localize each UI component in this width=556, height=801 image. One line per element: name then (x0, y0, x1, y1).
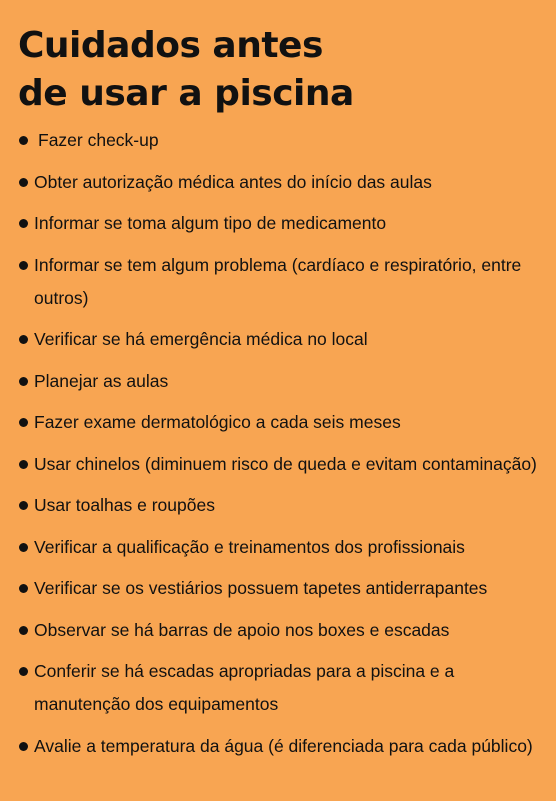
bullet-icon (19, 261, 28, 270)
list-item-text: Verificar se há emergência médica no local (34, 329, 368, 349)
list-item-text: Conferir se há escadas apropriadas para a piscina e a manutenção dos equipamentos (34, 661, 455, 714)
bullet-icon (19, 501, 28, 510)
page-title (18, 22, 538, 118)
list-item-text: Obter autorização médica antes do início das aulas (34, 171, 432, 192)
list-item (18, 614, 538, 647)
bullet-icon (19, 335, 28, 344)
bullet-icon (19, 626, 28, 635)
list-item (18, 249, 538, 315)
list-item-text: Observar se há barras de apoio nos boxes e escadas (34, 619, 450, 640)
care-checklist (18, 124, 538, 763)
list-item-text: Fazer check-up (38, 130, 159, 150)
bullet-icon (19, 219, 28, 228)
title-line-2: de usar a piscina (18, 73, 354, 114)
list-item-text: Verificar a qualificação e treinamentos dos profissionais (34, 536, 465, 557)
list-item-text: Verificar se os vestiários possuem tapetes antiderrapantes (34, 578, 488, 598)
bullet-icon (19, 667, 28, 676)
list-item (18, 406, 538, 439)
list-item (18, 124, 538, 157)
list-item (18, 323, 538, 356)
bullet-icon (19, 460, 28, 469)
list-item (18, 207, 538, 240)
list-item-text: Fazer exame dermatológico a cada seis meses (34, 412, 401, 432)
list-item-text: Usar chinelos (diminuem risco de queda e evitam contaminação) (34, 453, 537, 474)
list-item (18, 489, 538, 522)
bullet-icon (19, 584, 28, 593)
list-item (18, 531, 538, 564)
bullet-icon (19, 178, 28, 187)
list-item (18, 655, 538, 721)
list-item (18, 448, 538, 481)
bullet-icon (19, 377, 28, 386)
list-item-text: Planejar as aulas (34, 370, 169, 391)
bullet-icon (19, 543, 28, 552)
list-item-text: Avalie a temperatura da água (é diferenciada para cada público) (34, 735, 533, 756)
list-item-text: Informar se tem algum problema (cardíaco e respiratório, entre outros) (34, 254, 522, 308)
bullet-icon (19, 418, 28, 427)
list-item-text: Informar se toma algum tipo de medicamento (34, 213, 387, 233)
list-item (18, 365, 538, 398)
bullet-icon (19, 136, 28, 145)
list-item (18, 730, 538, 763)
bullet-icon (19, 742, 28, 751)
list-item (18, 572, 538, 605)
title-line-1: Cuidados antes (18, 25, 323, 66)
list-item-text: Usar toalhas e roupões (34, 495, 215, 515)
list-item (18, 166, 538, 199)
